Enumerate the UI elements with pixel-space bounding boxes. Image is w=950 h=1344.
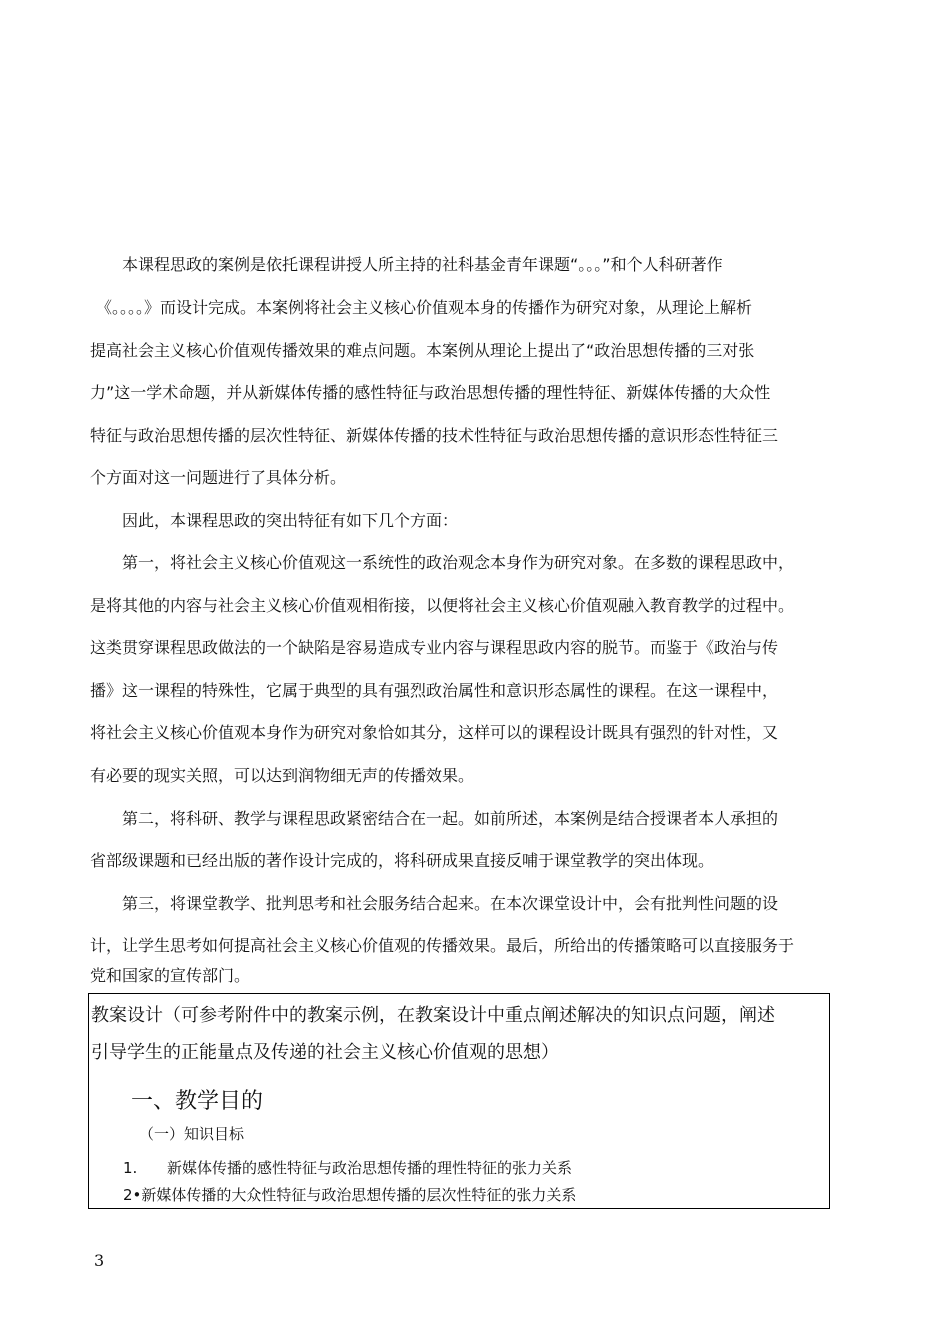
paragraph-line: 第一，将社会主义核心价值观这一系统性的政治观念本身作为研究对象。在多数的课程思政中， [122, 553, 795, 572]
paragraph-line: 力”这一学术命题，并从新媒体传播的感性特征与政治思想传播的理性特征、新媒体传播的大众性 [90, 383, 771, 402]
lesson-intro-line: 教案设计（可参考附件中的教案示例，在教案设计中重点阐述解决的知识点问题，阐述 [91, 1005, 775, 1026]
list-item: 2•新媒体传播的大众性特征与政治思想传播的层次性特征的张力关系 [123, 1186, 577, 1204]
paragraph-line: 党和国家的宣传部门。 [90, 966, 251, 985]
paragraph-line: 是将其他的内容与社会主义核心价值观相衔接，以便将社会主义核心价值观融入教育教学的过程中。 [90, 596, 795, 615]
lesson-design-box [88, 993, 830, 1209]
subsection-title: （一）知识目标 [139, 1125, 245, 1143]
paragraph-line: 特征与政治思想传播的层次性特征、新媒体传播的技术性特征与政治思想传播的意识形态性特征三 [90, 426, 779, 445]
paragraph-line: 将社会主义核心价值观本身作为研究对象恰如其分，这样可以的课程设计既具有强烈的针对性，又 [90, 723, 779, 742]
paragraph-line: 提高社会主义核心价值观传播效果的难点问题。本案例从理论上提出了“政治思想传播的三对张 [90, 341, 755, 360]
paragraph-line: 这类贯穿课程思政做法的一个缺陷是容易造成专业内容与课程思政内容的脱节。而鉴于《政治与传 [90, 638, 779, 657]
paragraph-line: 《。。。。》而设计完成。本案例将社会主义核心价值观本身的传播作为研究对象，从理论上解析 [96, 298, 753, 317]
section-title: 一、教学目的 [131, 1089, 264, 1114]
paragraph-line: 因此，本课程思政的突出特征有如下几个方面： [122, 511, 459, 530]
paragraph-line: 第三，将课堂教学、批判思考和社会服务结合起来。在本次课堂设计中，会有批判性问题的设 [122, 894, 779, 913]
paragraph-line: 计，让学生思考如何提高社会主义核心价值观的传播效果。最后，所给出的传播策略可以直接服务于 [90, 936, 795, 955]
page-number: 3 [94, 1251, 105, 1270]
paragraph-line: 省部级课题和已经出版的著作设计完成的，将科研成果直接反哺于课堂教学的突出体现。 [90, 851, 715, 870]
paragraph-line: 本课程思政的案例是依托课程讲授人所主持的社科基金青年课题“。。。”和个人科研著作 [122, 255, 723, 274]
paragraph-line: 有必要的现实关照，可以达到润物细无声的传播效果。 [90, 766, 475, 785]
paragraph-line: 播》这一课程的特殊性，它属于典型的具有强烈政治属性和意识形态属性的课程。在这一课程中， [90, 681, 779, 700]
list-item: 新媒体传播的感性特征与政治思想传播的理性特征的张力关系 [167, 1159, 573, 1177]
list-item-number: 1. [123, 1159, 138, 1177]
lesson-intro-line: 引导学生的正能量点及传递的社会主义核心价值观的思想） [91, 1042, 559, 1063]
paragraph-line: 个方面对这一问题进行了具体分析。 [90, 468, 347, 487]
paragraph-line: 第二，将科研、教学与课程思政紧密结合在一起。如前所述，本案例是结合授课者本人承担的 [122, 809, 779, 828]
